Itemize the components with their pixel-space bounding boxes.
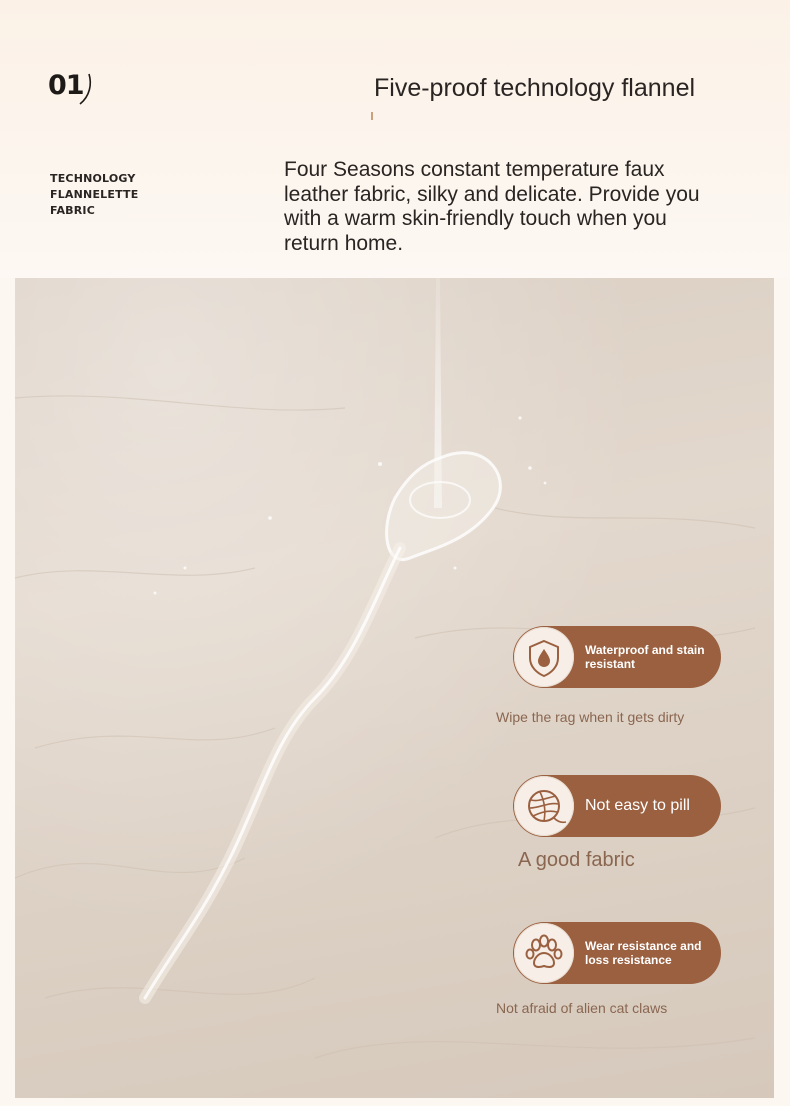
water-shield-icon — [514, 627, 574, 687]
feature-icon-circle — [514, 776, 574, 836]
title-accent — [371, 112, 373, 120]
feature-caption: A good fabric — [518, 849, 635, 871]
fabric-description: Four Seasons constant temperature faux leather fabric, silky and delicate. Provide you with a warm skin-friendly touch when you return home. — [284, 158, 700, 255]
feature-label-line: Wear resistance and — [585, 939, 702, 953]
feature-wear-resistance — [513, 922, 723, 986]
feature-label — [585, 775, 715, 837]
feature-waterproof — [513, 626, 723, 690]
feature-label-line: Waterproof and stain — [585, 643, 705, 657]
swoosh-icon — [78, 72, 94, 106]
subtitle-line: FABRIC — [50, 204, 95, 217]
feature-label-line: loss resistance — [585, 953, 672, 967]
paw-print-icon — [514, 923, 574, 983]
feature-icon-circle — [514, 627, 574, 687]
subtitle-line: FLANNELETTE — [50, 188, 139, 201]
fabric-subtitle — [50, 171, 138, 219]
feature-anti-pilling — [513, 775, 723, 839]
header-section — [0, 0, 790, 278]
feature-caption: Not afraid of alien cat claws — [496, 1000, 668, 1016]
yarn-ball-icon — [514, 776, 574, 836]
feature-icon-circle — [514, 923, 574, 983]
feature-caption: Wipe the rag when it gets dirty — [496, 709, 685, 725]
section-title: Five-proof technology flannel — [374, 74, 696, 102]
section-number: 01 — [48, 70, 84, 101]
feature-label — [585, 626, 715, 688]
feature-label-line: resistant — [585, 657, 636, 671]
subtitle-line: TECHNOLOGY — [50, 172, 136, 185]
fabric-photo — [15, 278, 774, 1098]
feature-label — [585, 922, 715, 984]
feature-label-line: Not easy to pill — [585, 797, 690, 814]
